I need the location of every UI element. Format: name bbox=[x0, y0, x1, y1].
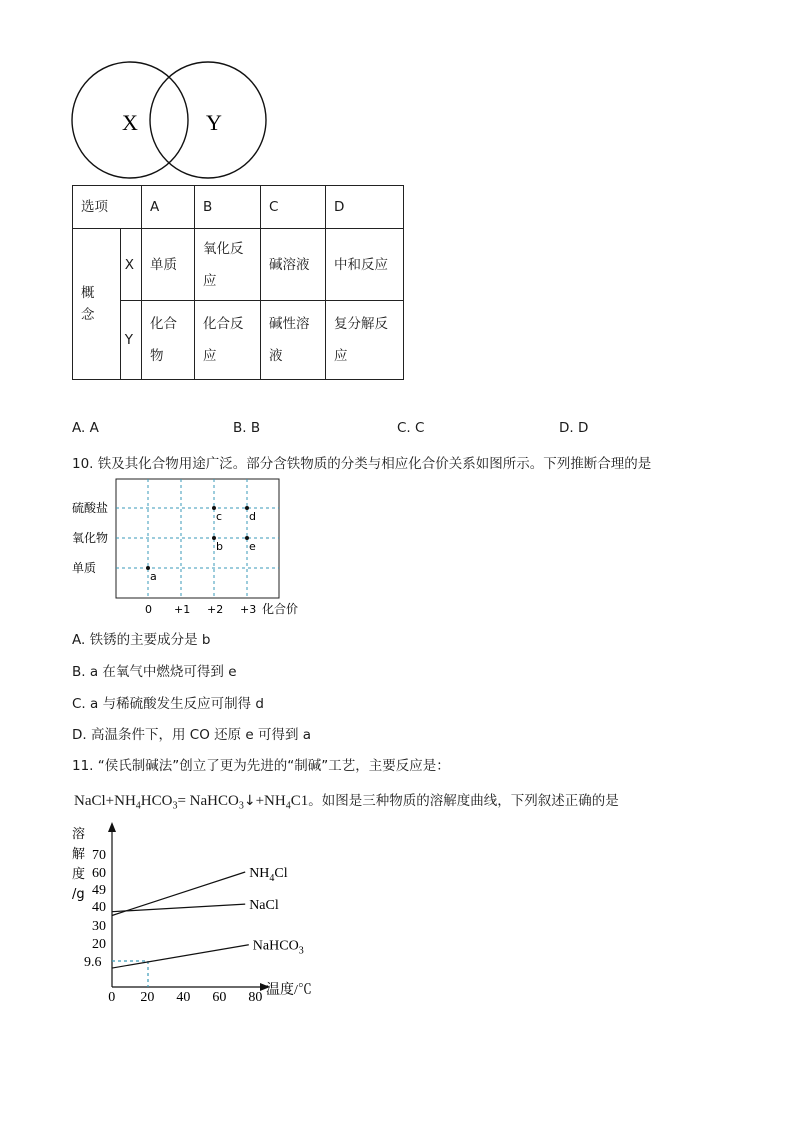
table-cell: 碱性溶 液 bbox=[261, 301, 326, 380]
table-cell: 化合反 应 bbox=[195, 301, 261, 380]
x-axis-label: 温度/℃ bbox=[266, 983, 312, 998]
point-label-e: e bbox=[249, 540, 256, 553]
x-tick-label: 80 bbox=[248, 989, 263, 1002]
series-line-1 bbox=[112, 904, 245, 912]
y-label-part: 溶 bbox=[72, 827, 86, 842]
eq-arrow: ↓ bbox=[243, 793, 256, 809]
row-group-cell: 概 念 bbox=[73, 229, 121, 380]
q10-option-a[interactable]: A. 铁锈的主要成分是 b bbox=[72, 632, 211, 648]
x-tick-label: +3 bbox=[240, 603, 257, 616]
x-tick-label: 20 bbox=[140, 989, 155, 1002]
chart-y-labels bbox=[72, 500, 108, 575]
y-tick-labels bbox=[84, 848, 106, 970]
eq-sub: 3 bbox=[238, 800, 244, 812]
table-cell: 碱溶液 bbox=[261, 229, 326, 301]
eq-part: = NaHCO bbox=[177, 793, 239, 809]
venn-diagram bbox=[70, 60, 270, 180]
table-cell: 单质 bbox=[142, 229, 195, 301]
x-tick-label: +1 bbox=[174, 603, 191, 616]
x-axis-label: 化合价 bbox=[262, 602, 299, 616]
iron-valence-chart bbox=[70, 476, 310, 618]
row-key-cell: Y bbox=[120, 301, 141, 380]
eq-sub: 3 bbox=[172, 800, 178, 812]
y-axis-label bbox=[72, 826, 85, 902]
series-label-1: NaCl bbox=[249, 898, 279, 914]
eq-part: NaCl+NH bbox=[74, 793, 136, 809]
solubility-curves bbox=[112, 866, 304, 968]
x-tick-labels bbox=[108, 990, 262, 1002]
y-label-part: 度 bbox=[72, 867, 86, 882]
y-tick-label: 49 bbox=[92, 883, 106, 898]
solubility-chart bbox=[68, 822, 328, 1002]
y-category-label: 氧化物 bbox=[72, 531, 109, 545]
y-label-part: /g bbox=[72, 887, 85, 902]
q10-option-b[interactable]: B. a 在氧气中燃烧可得到 e bbox=[72, 664, 237, 680]
eq-part: HCO bbox=[140, 793, 173, 809]
y-label-part: 解 bbox=[72, 847, 86, 862]
chart-points bbox=[146, 506, 256, 583]
q11-equation bbox=[74, 789, 619, 812]
q9-choice-c[interactable]: C. C bbox=[397, 420, 425, 436]
y-tick-label: 9.6 bbox=[84, 955, 102, 970]
eq-tail: 。如图是三种物质的溶解度曲线，下列叙述正确的是 bbox=[308, 793, 619, 809]
q10-option-c[interactable]: C. a 与稀硫酸发生反应可制得 d bbox=[72, 696, 264, 712]
x-tick-label: 60 bbox=[212, 989, 227, 1002]
series-label-2: NaHCO$_3$ bbox=[252, 938, 304, 957]
table-cell: 化合 物 bbox=[142, 301, 195, 380]
header-cell: B bbox=[195, 186, 261, 229]
table-row bbox=[73, 229, 404, 301]
eq-sub: 4 bbox=[285, 800, 291, 812]
q9-choice-d[interactable]: D. D bbox=[559, 420, 589, 436]
q11-stem: 11. “侯氏制碱法”创立了更为先进的“制碱”工艺，主要反应是： bbox=[72, 758, 450, 774]
q10-stem: 10. 铁及其化合物用途广泛。部分含铁物质的分类与相应化合价关系如图所示。下列推断合理的是 bbox=[72, 456, 652, 472]
header-cell: 选项 bbox=[73, 186, 142, 229]
x-tick-label: +2 bbox=[207, 603, 224, 616]
venn-label-x: X bbox=[122, 110, 138, 135]
y-category-label: 单质 bbox=[72, 561, 97, 575]
y-tick-label: 40 bbox=[92, 900, 106, 915]
header-cell: C bbox=[261, 186, 326, 229]
table-cell: 氧化反 应 bbox=[195, 229, 261, 301]
y-tick-label: 60 bbox=[92, 866, 106, 881]
series-line-2 bbox=[112, 945, 249, 968]
point-label-a: a bbox=[150, 570, 157, 583]
series-line-0 bbox=[112, 872, 245, 916]
q9-choice-b[interactable]: B. B bbox=[233, 420, 261, 436]
table-cell: 中和反应 bbox=[326, 229, 404, 301]
header-cell: A bbox=[142, 186, 195, 229]
header-cell: D bbox=[326, 186, 404, 229]
venn-label-y: Y bbox=[206, 110, 222, 135]
y-tick-label: 70 bbox=[92, 848, 106, 863]
y-axis-arrow bbox=[108, 822, 116, 832]
point-label-d: d bbox=[249, 510, 256, 523]
row-key-cell: X bbox=[120, 229, 141, 301]
y-tick-label: 20 bbox=[92, 937, 106, 952]
eq-part: C1 bbox=[290, 793, 309, 809]
series-label-0: $NH_4Cl$ bbox=[249, 866, 288, 884]
point-label-c: c bbox=[216, 510, 223, 523]
options-table bbox=[72, 185, 404, 380]
y-tick-label: 30 bbox=[92, 919, 106, 934]
eq-part: +NH bbox=[255, 793, 286, 809]
chart-gridlines bbox=[116, 479, 279, 598]
point-label-b: b bbox=[216, 540, 223, 553]
eq-sub: 4 bbox=[135, 800, 141, 812]
chart-x-labels bbox=[145, 603, 256, 616]
table-header-row bbox=[73, 186, 404, 229]
x-tick-label: 40 bbox=[176, 989, 191, 1002]
y-category-label: 硫酸盐 bbox=[72, 501, 109, 515]
table-cell: 复分解反 应 bbox=[326, 301, 404, 380]
q10-option-d[interactable]: D. 高温条件下，用 CO 还原 e 可得到 a bbox=[72, 727, 312, 743]
table-row bbox=[73, 301, 404, 380]
q9-choice-a[interactable]: A. A bbox=[72, 420, 99, 436]
x-tick-label: 0 bbox=[108, 989, 116, 1002]
x-tick-label: 0 bbox=[145, 603, 152, 616]
